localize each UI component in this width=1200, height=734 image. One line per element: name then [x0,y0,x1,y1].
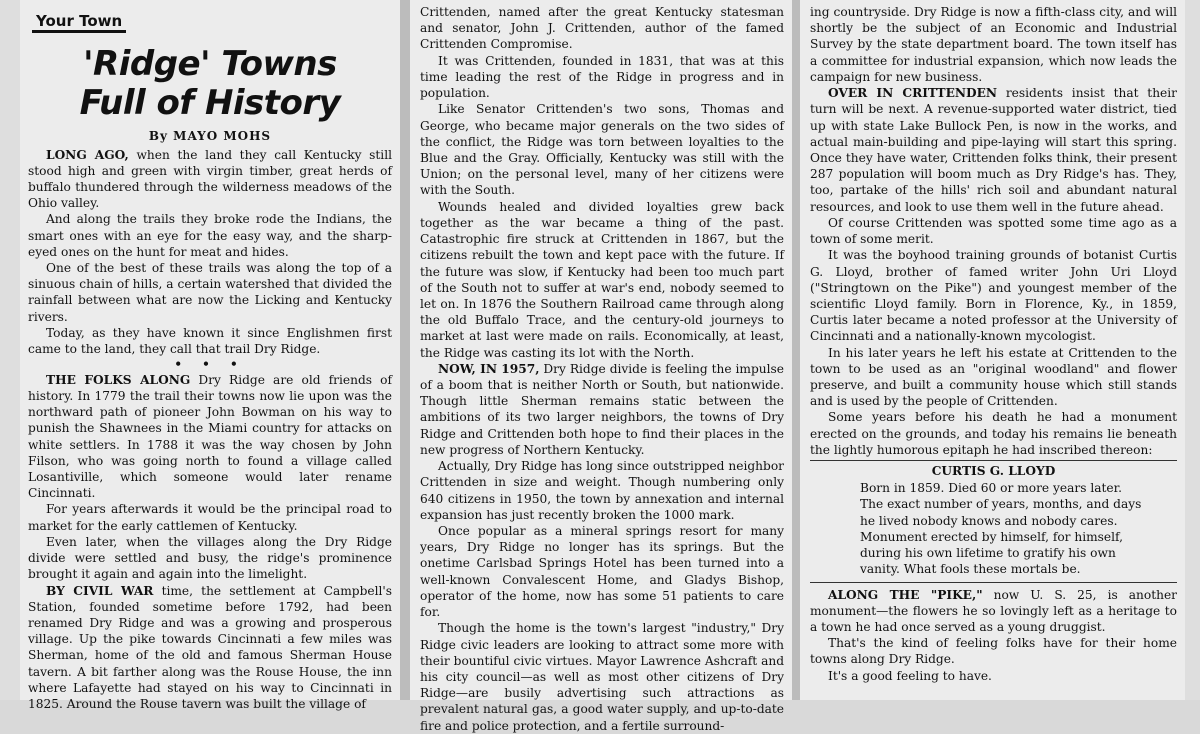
paragraph-lead-in: THE FOLKS ALONG [46,372,191,387]
paragraph-text: time, the settlement at Campbell's Station, founded sometime before 1792, had been renamed Dry Ridge and was a growing and prosperous village. Up the pike towards Cincinnati a few miles was Sherman, home of the old and famous Sherman House tavern. A bit farther along was the Rouse House, the inn where Lafayette had stayed on his way to Cincinnati in 1825. Around the Rouse tavern was built the village of [28,583,392,712]
article-paragraph [28,260,392,325]
article-paragraph [420,361,784,458]
article-paragraph [420,199,784,361]
epitaph-line: Monument erected by himself, for himself, [860,529,1123,544]
paragraph-lead-in: ALONG THE "PIKE," [828,587,983,602]
article-paragraph [28,147,392,212]
paragraph-text: Dry Ridge divide is feeling the impulse of a boom that is neither North or South, but nationwide. Though little Sherman remains static between the ambitions of its two larger neighbors, the towns of Dry Ridge and Crittenden both hope to find their places in the new progress of Northern Kentucky. [420,361,785,457]
paragraph-text: Like Senator Crittenden's two sons, Thomas and George, who became major generals on the two sides of the conflict, the Ridge was torn between loyalties to the Blue and the Gray. Officially, Kentucky was still with the Union; on the personal level, many of her citizens were with the South. [420,102,784,198]
paragraph-group [28,147,392,358]
article-column-1 [20,0,400,712]
paragraph-text: now U. S. 25, is another monument—the flowers he so lovingly left as a heritage to a town he had once served as a young druggist. [810,587,1178,634]
paragraph-lead-in: OVER IN CRITTENDEN [828,86,998,101]
paragraph-text: Wounds healed and divided loyalties grew back together as the war became a thing of the past. Catastrophic fire struck at Crittenden in 1867, but the citizens rebuilt the town and kept pace with the future. If the future was slow, if Kentucky had been too much part of the South not to suffer at war's end, nobody seemed to let on. In 1876 the Southern Railroad came through along the old Buffalo Trace, and the century-old journeys to market at last were made on rails. Economically, at least, the Ridge was casting its lot with the North. [420,199,784,360]
paragraph-text: That's the kind of feeling folks have for their home towns along Dry Ridge. [810,636,1177,667]
article-paragraph [810,85,1177,215]
article-paragraph [810,587,1177,636]
article-paragraph [810,635,1177,667]
article-paragraph [420,620,784,734]
paragraph-text: In his later years he left his estate at Crittenden to the town to be used as an "original woodland" and flower preserve, and built a community house which still stands and is used by the people of Crittenden. [810,345,1177,409]
paragraph-text: Today, as they have known it since Englishmen first came to the land, they call that trail Dry Ridge. [28,325,392,357]
paragraph-group [810,587,1177,684]
article-column-3 [800,0,1185,700]
article-paragraph [810,4,1177,85]
article-paragraph [420,101,784,198]
article-paragraph [28,501,392,533]
paragraph-text: For years afterwards it would be the principal road to market for the early cattlemen of Kentucky. [28,502,392,533]
paragraph-text: It's a good feeling to have. [828,668,992,683]
paragraph-group [810,4,1177,458]
epitaph-line: during his own lifetime to gratify his own [860,546,1116,561]
paragraph-text: Dry Ridge are old friends of history. In 1779 the trail their towns now lie upon was the northward path of pioneer John Bowman on his way to punish the Shawnees in the Miami country for attacks on white settlers. In 1788 it was the way chosen by John Filson, who was going north to found a village called Losantiville, which someone would later rename Cincinnati. [28,372,392,501]
headline [28,45,392,123]
byline: By MAYO MOHS [148,128,272,143]
column-gutter [792,0,800,700]
epitaph-lines [810,480,1177,577]
column-gutter [400,0,410,700]
epitaph-line: vanity. What fools these mortals be. [860,562,1081,577]
headline-line-2: Full of History [79,82,341,123]
article-paragraph [28,211,392,260]
epitaph-box [810,460,1177,582]
article-paragraph [810,668,1177,684]
article-paragraph [810,215,1177,247]
epitaph-title: CURTIS G. LLOYD [931,464,1056,479]
epitaph-line: The exact number of years, months, and days [860,497,1142,512]
paragraph-text: Crittenden, named after the great Kentucky statesman and senator, John J. Crittenden, author of the famed Crittenden Compromise. [420,5,784,52]
paragraph-text: Some years before his death he had a monument erected on the grounds, and today his remains lie beneath the lightly humorous epitaph he had inscribed thereon: [810,410,1177,457]
paragraph-group [28,372,392,713]
article-paragraph [420,53,784,102]
paragraph-text: Though the home is the town's largest "industry," Dry Ridge civic leaders are looking to attract some more with their bountiful civic virtues. Mayor Lawrence Ashcraft and his city council—as well as most other citizens of Dry Ridge—are busily advertising such attractions as prevalent natural gas, a good water supply, and up-to-date fire and police protection, and a fertile surround- [420,621,784,733]
paragraph-text: And along the trails they broke rode the Indians, the smart ones with an eye for the easy way, and the sharp-eyed ones on the hunt for meat and hides. [28,212,392,259]
paragraph-text: Once popular as a mineral springs resort for many years, Dry Ridge no longer has its springs. But the onetime Carlsbad Springs Hotel has been turned into a well-known Convalescent Home, and Gladys Bishop, operator of the home, now has some 51 patients to care for. [420,524,784,620]
article-paragraph [810,345,1177,410]
paragraph-text: One of the best of these trails was along the top of a sinuous chain of hills, a certain watershed that divided the rainfall between what are now the Licking and Kentucky rivers. [28,261,392,324]
article-paragraph [420,458,784,523]
paragraph-text: Even later, when the villages along the Dry Ridge divide were settled and busy, the ridge's prominence brought it again and again into the limelight. [28,534,392,582]
section-kicker: Your Town [32,12,126,33]
paragraph-text: Actually, Dry Ridge has long since outstripped neighbor Crittenden in size and weight. Though numbering only 640 citizens in 1950, the town by annexation and internal expansion has just recently broken the 1000 mark. [420,459,784,522]
article-paragraph [420,4,784,53]
paragraph-group [420,4,784,734]
article-paragraph [420,523,784,620]
headline-line-1: 'Ridge' Towns [83,44,337,84]
paragraph-text: when the land they call Kentucky still stood high and green with virgin timber, great herds of buffalo thundered through the wilderness meadows of the Ohio valley. [28,147,392,211]
article-paragraph [28,534,392,583]
paragraph-text: It was the boyhood training grounds of botanist Curtis G. Lloyd, brother of famed writer John Uri Lloyd ("Stringtown on the Pike") and youngest member of the scientific Lloyd family. Born in Florence, Ky., in 1859, Curtis later became a noted professor at the University of Cincinnati and a nationally-known mycologist. [810,248,1177,344]
article-paragraph [28,372,392,502]
paragraph-lead-in: NOW, IN 1957, [438,361,540,376]
paragraph-text: It was Crittenden, founded in 1831, that was at this time leading the rest of the Ridge in progress and in population. [420,53,784,101]
article-paragraph [810,409,1177,458]
section-separator: • • • [174,357,246,372]
paragraph-text: residents insist that their turn will be next. A revenue-supported water district, tied up with state Lake Bullock Pen, is now in the works, and actual main-building and pipe-laying will start this spring. Once they have water, Crittenden folks think, their present 287 population will boom much as Dry Ridge's has. They, too, partake of the hills' rich soil and abundant natural resources, and look to use them well in the future ahead. [810,86,1177,214]
epitaph-line: Born in 1859. Died 60 or more years later. [860,481,1122,496]
article-paragraph [28,325,392,357]
paragraph-lead-in: LONG AGO, [46,147,129,162]
article-paragraph [28,583,392,713]
article-paragraph [810,247,1177,344]
paragraph-text: Of course Crittenden was spotted some time ago as a town of some merit. [810,215,1177,247]
paragraph-text: ing countryside. Dry Ridge is now a fifth-class city, and will shortly be the subject of an Economic and Industrial Survey by the state department board. The town itself has a committee for industrial expansion, which now leads the campaign for new business. [810,5,1177,84]
epitaph-line: he lived nobody knows and nobody cares. [860,513,1118,528]
paragraph-lead-in: BY CIVIL WAR [46,583,154,598]
article-column-2 [410,0,792,733]
